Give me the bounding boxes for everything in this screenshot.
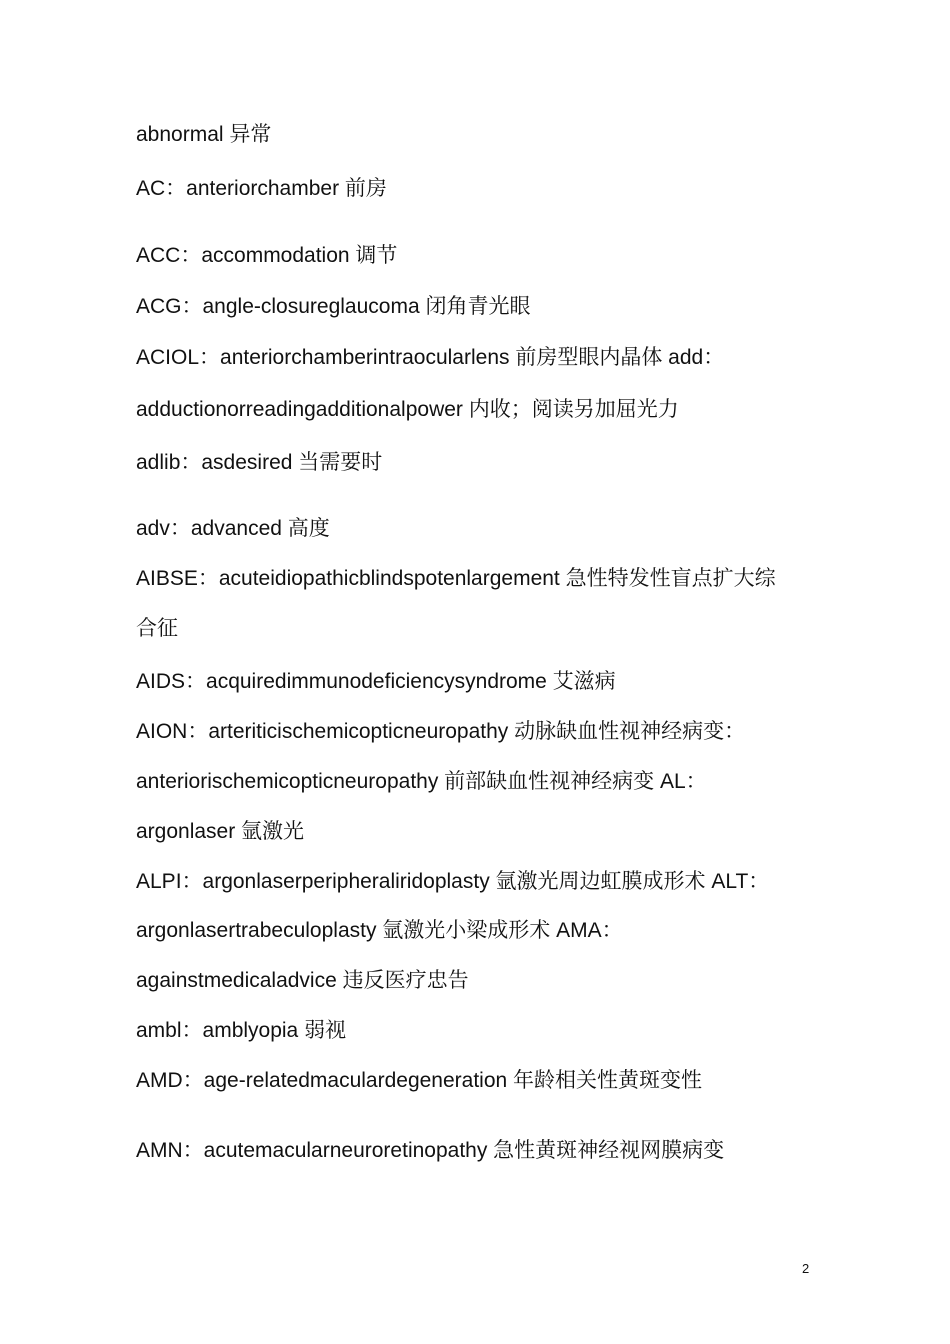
glossary-line: againstmedicaladvice 违反医疗忠告 [136, 969, 469, 992]
glossary-line: AION：arteriticischemicopticneuropathy 动脉缺血性视神经病变： [136, 720, 746, 743]
glossary-line: ACG：angle-closureglaucoma 闭角青光眼 [136, 295, 531, 318]
glossary-line: argonlaser 氩激光 [136, 820, 305, 843]
glossary-line: ALPI：argonlaserperipheraliridoplasty 氩激光周边虹膜成形术 ALT： [136, 870, 770, 893]
glossary-line: AMD：age-relatedmaculardegeneration 年龄相关性黄斑变性 [136, 1069, 703, 1092]
glossary-line: 合征 [136, 617, 178, 640]
glossary-line: abnormal 异常 [136, 123, 272, 146]
glossary-line: AIBSE：acuteidiopathicblindspotenlargement 急性特发性盲点扩大综 [136, 567, 776, 590]
glossary-line: AMN：acutemacularneuroretinopathy 急性黄斑神经视网膜病变 [136, 1139, 725, 1162]
glossary-line: AIDS：acquiredimmunodeficiencysyndrome 艾滋病 [136, 670, 616, 693]
glossary-line: adlib：asdesired 当需要时 [136, 451, 383, 474]
glossary-line: anteriorischemicopticneuropathy 前部缺血性视神经病变 AL： [136, 770, 707, 793]
glossary-line: adductionorreadingadditionalpower 内收；阅读另加屈光力 [136, 398, 679, 421]
glossary-line: AC：anteriorchamber 前房 [136, 177, 387, 200]
glossary-line: ACC：accommodation 调节 [136, 244, 398, 267]
glossary-line: ACIOL：anteriorchamberintraocularlens 前房型眼内晶体 add： [136, 346, 725, 369]
glossary-line: ambl：amblyopia 弱视 [136, 1019, 347, 1042]
page-number: 2 [802, 1261, 810, 1276]
glossary-line: argonlasertrabeculoplasty 氩激光小梁成形术 AMA： [136, 919, 623, 942]
glossary-line: adv：advanced 高度 [136, 517, 330, 540]
